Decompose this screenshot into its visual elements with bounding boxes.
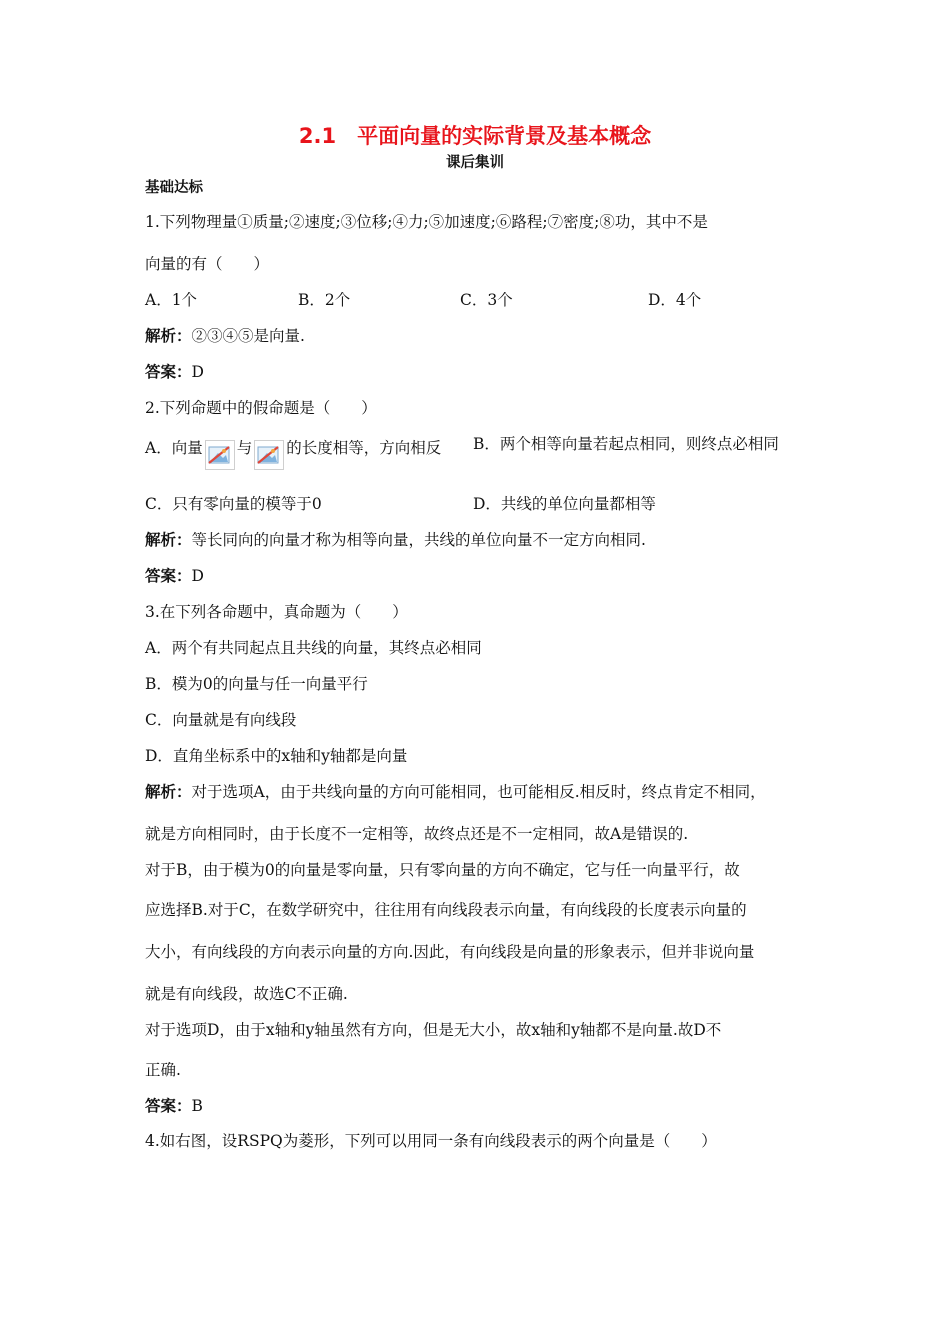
page-title: 2.1 平面向量的实际背景及基本概念 [298, 124, 652, 148]
q3-stem: 3.在下列各命题中，真命题为（ ） [145, 603, 408, 621]
q1-analysis [145, 326, 305, 346]
q2-stem: 2.下列命题中的假命题是（ ） [145, 399, 377, 417]
q3-analysis-line7: 对于选项D，由于x轴和y轴虽然有方向，但是无大小，故x轴和y轴都不是向量.故D不 [145, 1021, 722, 1039]
q2-analysis [145, 530, 646, 550]
q1-stem-line1: 1.下列物理量①质量;②速度;③位移;④力;⑤加速度;⑥路程;⑦密度;⑧功，其中不是 [145, 213, 708, 231]
q1-answer-label: 答案： [145, 363, 192, 381]
q1-stem-line2: 向量的有（ ） [145, 255, 270, 273]
q3-analysis-label: 解析： [145, 783, 192, 801]
q3-analysis-line8: 正确. [145, 1061, 181, 1079]
q2-answer [145, 566, 204, 586]
q1-analysis-label: 解析： [145, 327, 192, 345]
page-subtitle: 课后集训 [446, 155, 504, 171]
q4-stem: 4.如右图，设RSPQ为菱形，下列可以用同一条有向线段表示的两个向量是（ ） [145, 1132, 717, 1150]
q2-option-a-prefix: A．向量 [145, 439, 203, 457]
q2-answer-label: 答案： [145, 567, 192, 585]
q3-answer [145, 1096, 203, 1116]
q3-analysis-line5: 大小，有向线段的方向表示向量的方向.因此，有向线段是向量的形象表示，但并非说向量 [145, 943, 755, 961]
q3-analysis-line4: 应选择B.对于C，在数学研究中，往往用有向线段表示向量，有向线段的长度表示向量的 [145, 901, 747, 919]
q3-option-a: A．两个有共同起点且共线的向量，其终点必相同 [145, 639, 482, 657]
section-heading: 基础达标 [145, 180, 203, 196]
q3-answer-value: B [191, 1097, 203, 1115]
broken-image-icon [254, 440, 284, 470]
q2-answer-value: D [191, 567, 204, 585]
q3-option-d: D．直角坐标系中的x轴和y轴都是向量 [145, 747, 408, 765]
q2-option-b: B．两个相等向量若起点相同，则终点必相同 [473, 435, 779, 453]
q2-option-a-mid: 与 [236, 439, 253, 457]
q3-analysis-text: 对于选项A，由于共线向量的方向可能相同，也可能相反.相反时，终点肯定不相同， [191, 783, 766, 801]
q3-analysis-line1 [145, 782, 766, 802]
q2-option-d: D．共线的单位向量都相等 [473, 495, 656, 513]
q3-analysis-line3: 对于B，由于模为0的向量是零向量，只有零向量的方向不确定，它与任一向量平行，故 [145, 861, 740, 879]
q3-analysis-line2: 就是方向相同时，由于长度不一定相等，故终点还是不一定相同，故A是错误的. [145, 825, 689, 843]
q1-option-a: A．1个 [145, 291, 198, 309]
q1-option-b: B．2个 [298, 291, 351, 309]
q3-option-b: B．模为0的向量与任一向量平行 [145, 675, 368, 693]
q3-answer-label: 答案： [145, 1097, 192, 1115]
q2-option-a-suffix: 的长度相等，方向相反 [286, 439, 442, 457]
q2-analysis-text: 等长同向的向量才称为相等向量，共线的单位向量不一定方向相同. [191, 531, 646, 549]
broken-image-icon [205, 440, 235, 470]
q2-option-a [145, 434, 441, 464]
q1-answer [145, 362, 204, 382]
q1-answer-value: D [191, 363, 204, 381]
q2-option-c: C．只有零向量的模等于0 [145, 495, 322, 513]
q2-analysis-label: 解析： [145, 531, 192, 549]
q3-analysis-line6: 就是有向线段，故选C不正确. [145, 985, 348, 1003]
q1-analysis-text: ②③④⑤是向量. [191, 327, 305, 345]
q1-option-d: D．4个 [648, 291, 702, 309]
q3-option-c: C．向量就是有向线段 [145, 711, 297, 729]
q1-option-c: C．3个 [460, 291, 513, 309]
